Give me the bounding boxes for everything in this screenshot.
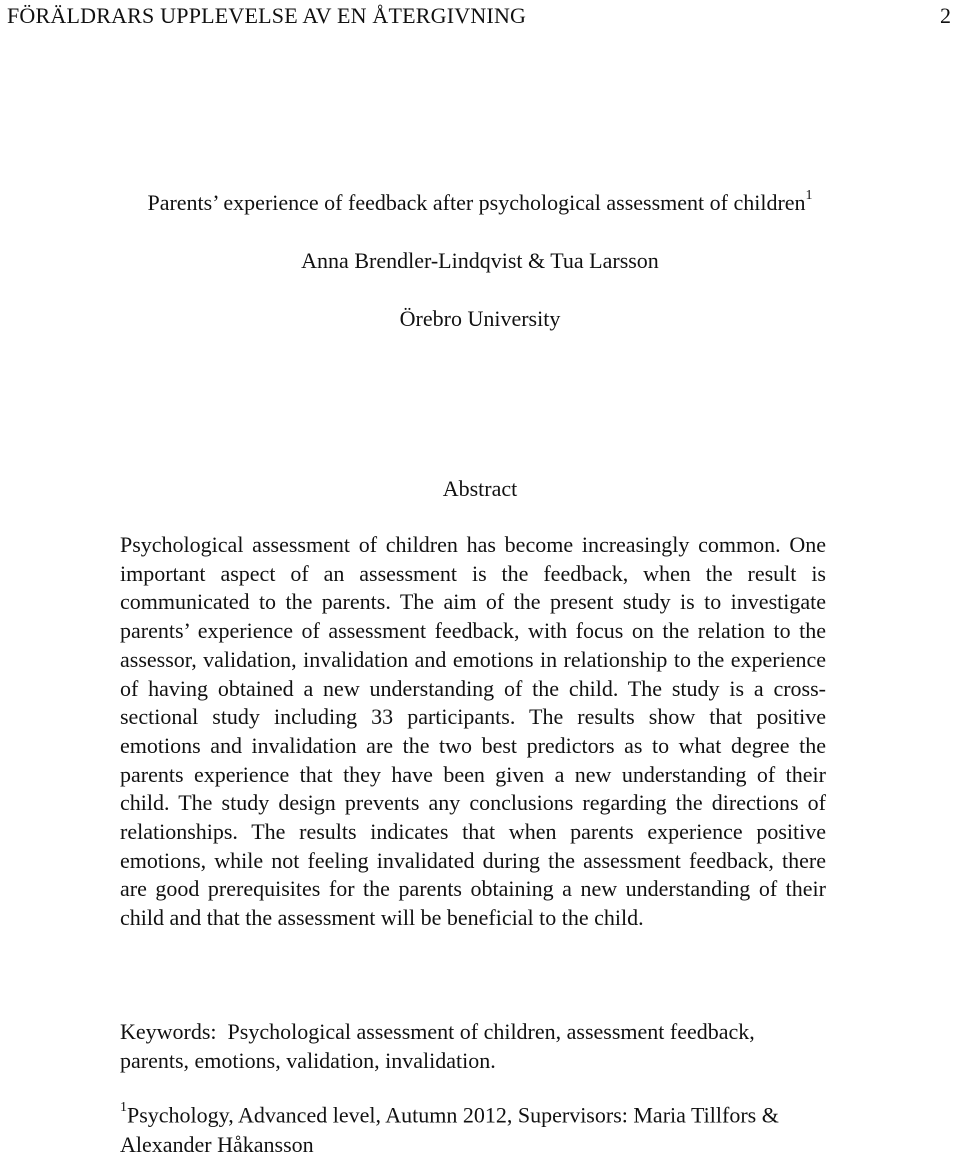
- authors: Anna Brendler-Lindqvist & Tua Larsson: [301, 248, 659, 273]
- abstract-heading: Abstract: [442, 476, 518, 501]
- footnote-text: Psychology, Advanced level, Autumn 2012, Supervisors: Maria Tillfors & Alexander Håkansson: [120, 1102, 779, 1158]
- page-number: 2: [940, 3, 951, 28]
- title-footnote-marker: 1: [805, 187, 813, 203]
- running-head: FÖRÄLDRARS UPPLEVELSE AV EN ÅTERGIVNING: [7, 3, 527, 28]
- keywords-label: Keywords:: [120, 1019, 217, 1044]
- affiliation: Örebro University: [399, 306, 561, 331]
- abstract-body: Psychological assessment of children has become increasingly common. One important aspect of an assessment is the feedback, when the result is communicated to the parents. The aim of the present study is to investigate parents’ experience of assessment feedback, with focus on the relation to the assessor, validation, invalidation and emotions in relationship to the experience of having obtained a new understanding of the child. The study is a cross-sectional study including 33 participants. The results show that positive emotions and invalidation are the two best predictors as to what degree the parents experience that they have been given a new understanding of their child. The study design prevents any conclusions regarding the directions of relationships. The results indicates that when parents experience positive emotions, while not feeling invalidated during the assessment feedback, there are good prerequisites for the parents obtaining a new understanding of their child and that the assessment will be beneficial to the child.: [120, 532, 826, 931]
- footnote: [120, 1096, 840, 1160]
- keywords-text: Psychological assessment of children, assessment feedback, parents, emotions, validation, invalidation.: [120, 1019, 755, 1073]
- title-text: Parents’ experience of feedback after psychological assessment of children: [147, 190, 806, 215]
- paper-title: [0, 187, 960, 216]
- keywords: [120, 1017, 826, 1075]
- footnote-marker: 1: [120, 1100, 127, 1115]
